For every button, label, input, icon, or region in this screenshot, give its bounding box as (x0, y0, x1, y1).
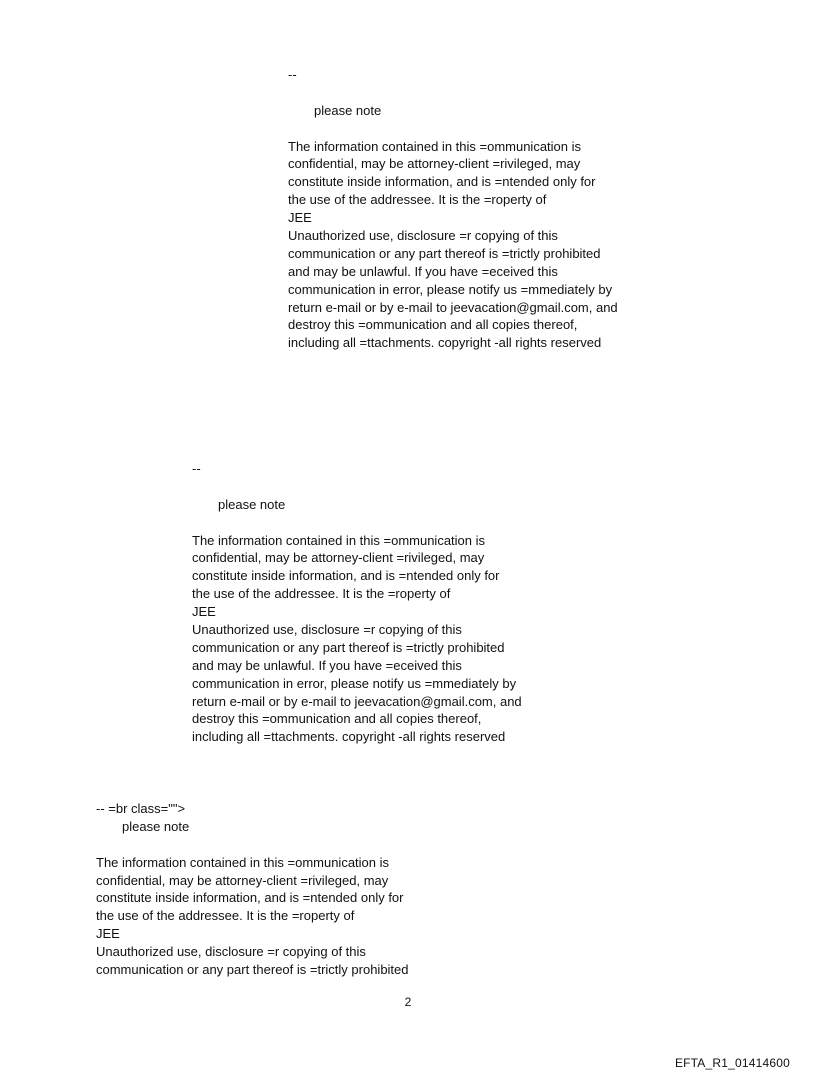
text-line: return e-mail or by e-mail to jeevacation@gmail.com, and (288, 299, 618, 315)
text-line: JEE (96, 926, 120, 942)
text-line: communication in error, please notify us =mmediately by (192, 675, 517, 691)
text-line: and may be unlawful. If you have =eceived this (288, 263, 558, 279)
text-line: Unauthorized use, disclosure =r copying of this (192, 622, 462, 638)
text-line: destroy this =ommunication and all copies thereof, (288, 317, 578, 333)
page-number: 2 (404, 995, 412, 1009)
text-line: return e-mail or by e-mail to jeevacation@gmail.com, and (192, 693, 522, 709)
text-line: the use of the addressee. It is the =roperty of (96, 908, 355, 924)
note-title: please note (314, 102, 382, 118)
text-line: destroy this =ommunication and all copies thereof, (192, 711, 482, 727)
text-line: constitute inside information, and is =ntended only for (192, 568, 500, 584)
disclaimer-block-3 (96, 800, 409, 979)
text-line: communication or any part thereof is =trictly prohibited (192, 639, 505, 655)
text-line: JEE (192, 604, 216, 620)
note-title: please note (122, 818, 190, 834)
text-line: The information contained in this =ommunication is (96, 854, 390, 870)
note-title: please note (218, 496, 286, 512)
text-line: confidential, may be attorney-client =rivileged, may (288, 156, 581, 172)
bates-number: EFTA_R1_01414600 (674, 1056, 790, 1070)
text-line: the use of the addressee. It is the =roperty of (288, 192, 547, 208)
text-line: JEE (288, 210, 312, 226)
text-line: and may be unlawful. If you have =eceived this (192, 657, 462, 673)
disclaimer-block-2 (192, 460, 522, 746)
text-line: constitute inside information, and is =ntended only for (96, 890, 404, 906)
text-line: communication or any part thereof is =trictly prohibited (96, 962, 409, 978)
text-line: communication or any part thereof is =trictly prohibited (288, 245, 601, 261)
text-line: including all =ttachments. copyright -all rights reserved (288, 335, 602, 351)
text-line: confidential, may be attorney-client =rivileged, may (96, 872, 389, 888)
text-line: The information contained in this =ommunication is (288, 138, 582, 154)
text-line: including all =ttachments. copyright -all rights reserved (192, 729, 506, 745)
text-line: communication in error, please notify us =mmediately by (288, 281, 613, 297)
separator: -- (288, 67, 297, 82)
text-line: The information contained in this =ommunication is (192, 532, 486, 548)
separator: -- =br class=""> (96, 801, 186, 816)
disclaimer-block-1 (288, 66, 618, 352)
text-line: Unauthorized use, disclosure =r copying of this (96, 944, 366, 960)
text-line: Unauthorized use, disclosure =r copying of this (288, 228, 558, 244)
text-line: the use of the addressee. It is the =roperty of (192, 586, 451, 602)
separator: -- (192, 461, 201, 476)
text-line: confidential, may be attorney-client =rivileged, may (192, 550, 485, 566)
text-line: constitute inside information, and is =ntended only for (288, 174, 596, 190)
